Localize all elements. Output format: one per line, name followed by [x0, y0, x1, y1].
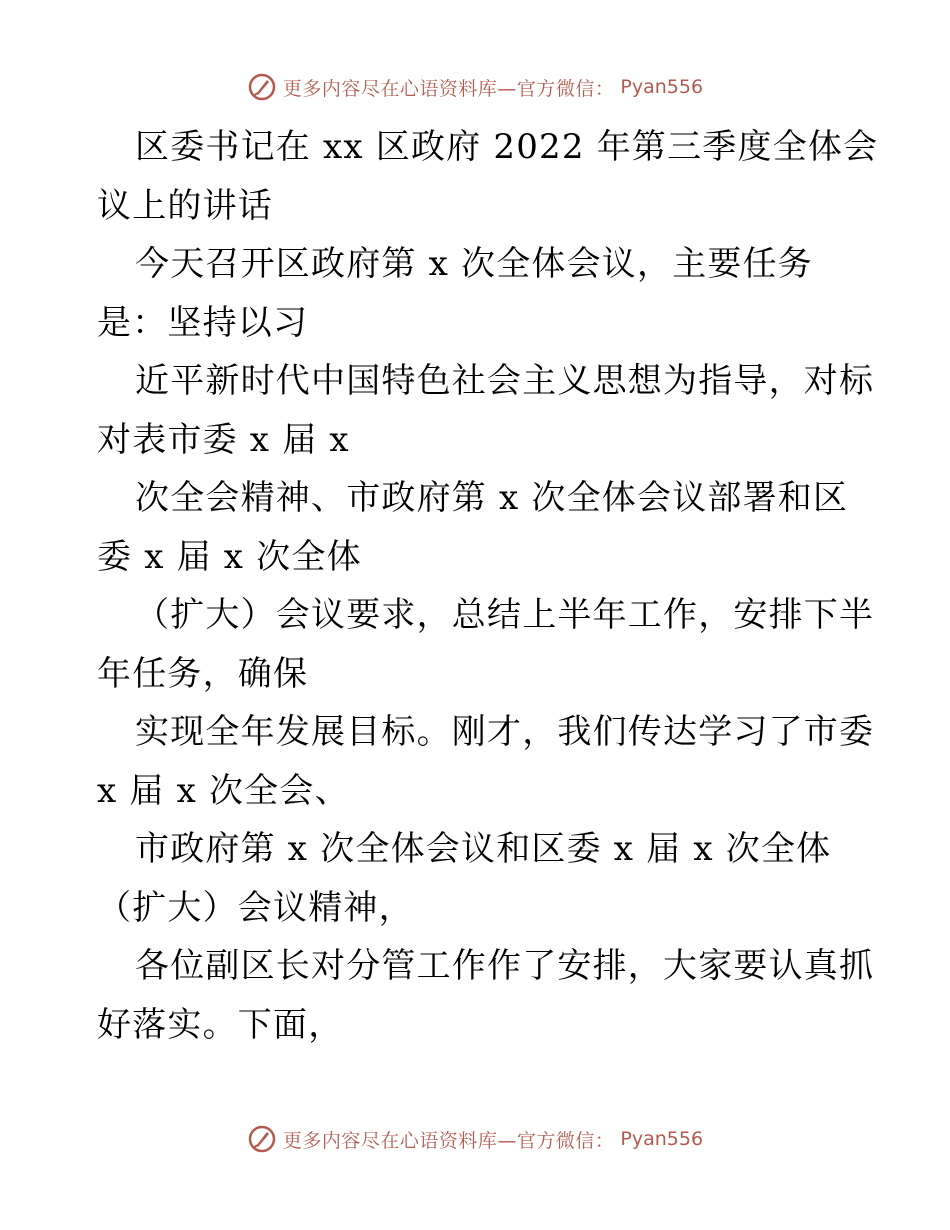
- text-line: 是：坚持以习: [97, 302, 309, 343]
- text-line: 近平新时代中国特色社会主义思想为指导，对标: [135, 361, 875, 401]
- text-line: （扩大）会议要求，总结上半年工作，安排下半: [135, 595, 875, 635]
- header-watermark: [0, 72, 950, 102]
- watermark-wechat-id: Pyan556: [620, 1128, 704, 1150]
- text-line: 委 x 届 x 次全体: [97, 536, 362, 577]
- quill-logo-icon: [247, 1124, 277, 1154]
- text-line: 年任务，确保: [97, 653, 309, 694]
- text-line: 市政府第 x 次全体会议和区委 x 届 x 次全体: [135, 829, 832, 869]
- watermark-site-text: 更多内容尽在心语资料库—官方微信：: [282, 77, 615, 100]
- footer-watermark: [0, 1124, 950, 1154]
- text-line: （扩大）会议精神，: [97, 887, 414, 928]
- quill-logo-icon: [247, 72, 277, 102]
- text-line: x 届 x 次全会、: [97, 770, 350, 811]
- text-line: 各位副区长对分管工作作了安排，大家要认真抓: [135, 946, 875, 986]
- watermark-wechat-id: Pyan556: [620, 76, 704, 98]
- text-line: 议上的讲话: [97, 185, 273, 226]
- text-line: 区委书记在 xx 区政府 2022 年第三季度全体会: [135, 127, 879, 167]
- text-line: 对表市委 x 届 x: [97, 419, 350, 460]
- watermark-site-text: 更多内容尽在心语资料库—官方微信：: [282, 1129, 615, 1152]
- text-line: 今天召开区政府第 x 次全体会议，主要任务: [135, 244, 813, 284]
- document-body: [97, 118, 879, 1054]
- text-line: 实现全年发展目标。刚才，我们传达学习了市委: [135, 712, 875, 752]
- text-line: 次全会精神、市政府第 x 次全体会议部署和区: [135, 478, 849, 518]
- text-line: 好落实。下面，: [97, 1004, 344, 1045]
